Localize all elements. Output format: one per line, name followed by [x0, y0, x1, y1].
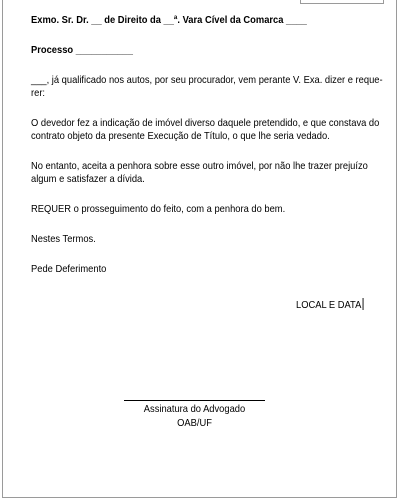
- text-cursor: [362, 298, 363, 310]
- intro-paragraph-line: ___, já qualificado nos autos, por seu procurador, vem perante V. Exa. dizer e reque-: [31, 75, 383, 86]
- acceptance-paragraph-line: No entanto, aceita a penhora sobre esse outro imóvel, por não lhe trazer prejuízo: [31, 161, 368, 172]
- intro-paragraph: [31, 74, 383, 100]
- local-and-date[interactable]: [296, 298, 363, 312]
- court-heading: Exmo. Sr. Dr. __ de Direito da __ª. Vara Cível da Comarca ____: [31, 15, 307, 26]
- signature-block: [124, 403, 265, 431]
- closing-nestes-termos: Nestes Termos.: [31, 234, 96, 245]
- top-corner-tab: [300, 0, 384, 4]
- closing-pede-deferimento: Pede Deferimento: [31, 264, 107, 275]
- process-number-line: Processo ___________: [31, 45, 133, 56]
- local-and-date-text: LOCAL E DATA: [296, 300, 362, 311]
- debtor-paragraph: [31, 117, 380, 143]
- acceptance-paragraph: [31, 160, 368, 186]
- debtor-paragraph-line: contrato objeto da presente Execução de Título, o que lhe seria vedado.: [31, 131, 330, 142]
- request-paragraph: REQUER o prosseguimento do feito, com a penhora do bem.: [31, 204, 286, 215]
- signature-line: [124, 400, 265, 401]
- oab-label: OAB/UF: [177, 418, 212, 429]
- debtor-paragraph-line: O devedor fez a indicação de imóvel diverso daquele pretendido, e que constava do: [31, 118, 380, 129]
- petition-body: [31, 14, 383, 276]
- acceptance-paragraph-line: algum e satisfazer a dívida.: [31, 174, 145, 185]
- intro-paragraph-line: rer:: [31, 88, 46, 99]
- signature-label: Assinatura do Advogado: [143, 404, 246, 415]
